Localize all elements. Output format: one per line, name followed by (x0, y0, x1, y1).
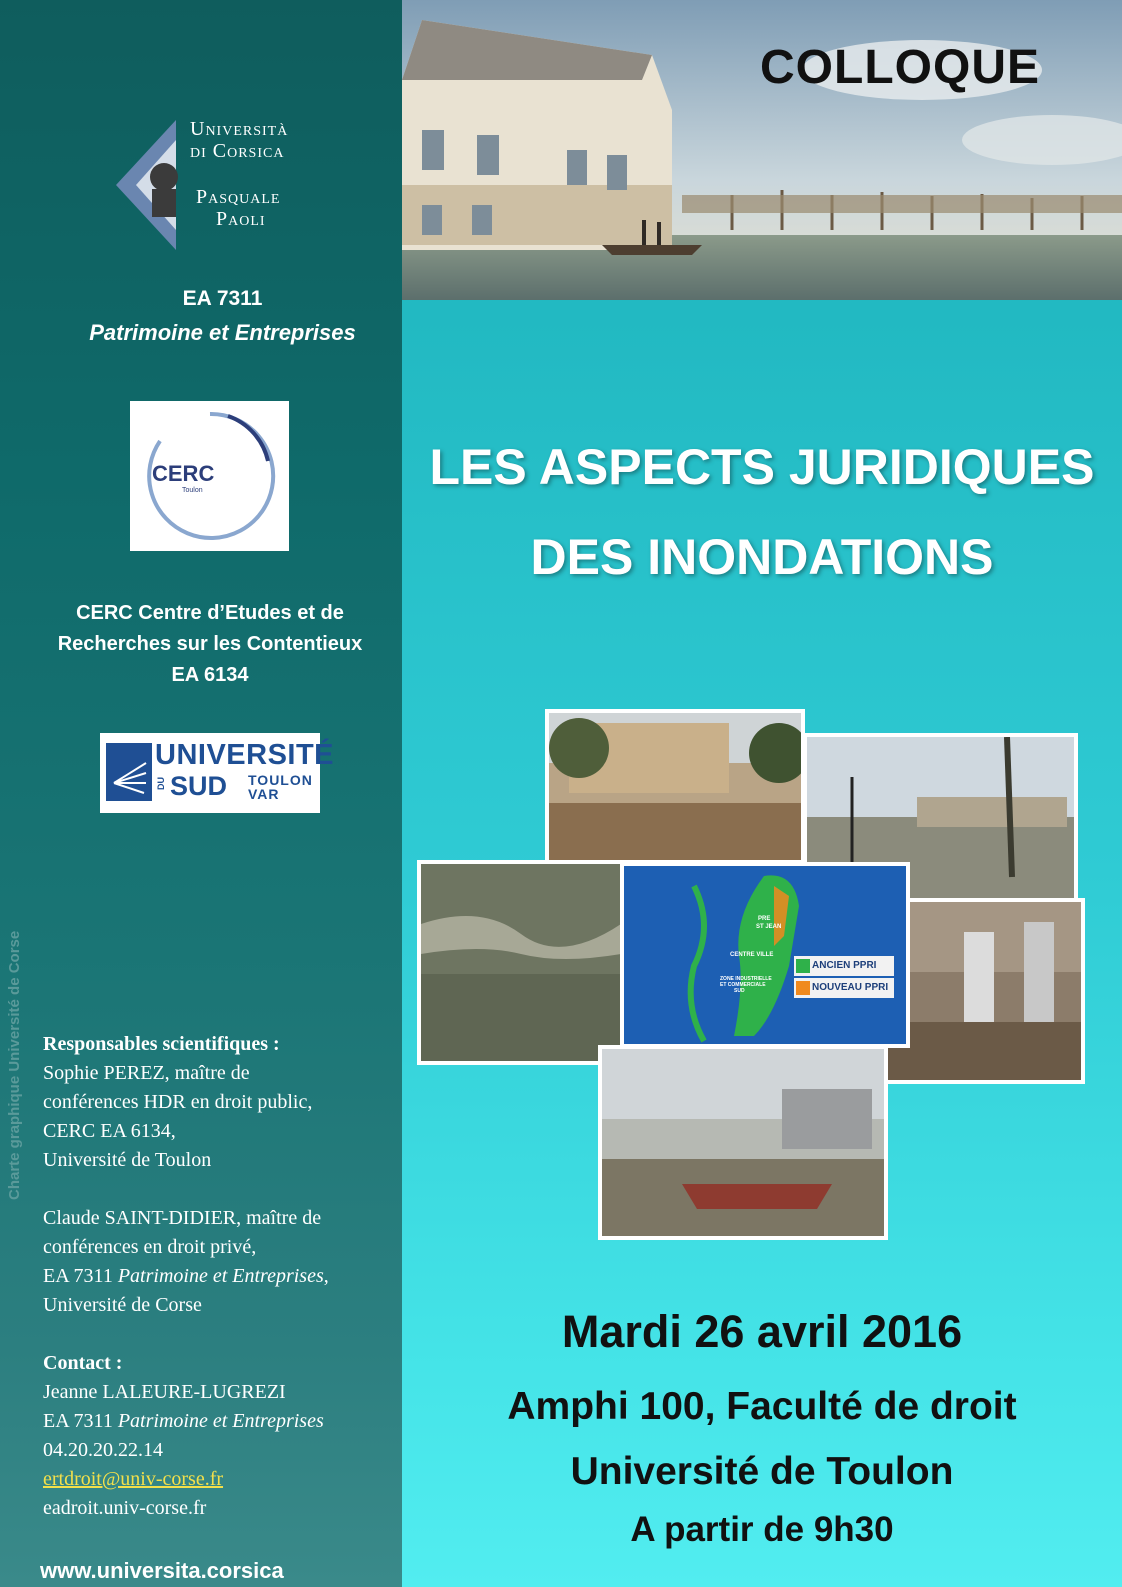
cerc-line: CERC Centre d’Etudes et de (76, 602, 344, 624)
resp2-ea-name: Patrimoine et Entreprises (117, 1265, 324, 1287)
map-label-zone: ET COMMERCIALE (720, 982, 766, 988)
map-label-centre: CENTRE VILLE (730, 952, 774, 958)
resp-line (43, 1262, 403, 1291)
cerc-description (0, 598, 420, 691)
resp2-ea: EA 7311 (43, 1265, 118, 1287)
contact-ea-code: EA 7311 (43, 1410, 118, 1432)
resp-line: Université de Toulon (43, 1149, 212, 1171)
contact-phone: 04.20.20.22.14 (43, 1439, 163, 1461)
cerc-logo (130, 401, 289, 551)
event-type-title: COLLOQUE (760, 41, 1040, 94)
contact-name: Jeanne LALEURE-LUGREZI (43, 1381, 286, 1403)
cerc-logo-text: CERC (152, 461, 215, 486)
main-title-line: DES INONDATIONS (530, 529, 994, 585)
usud-logo-du: DU (156, 777, 166, 790)
map-label-zone: SUD (734, 988, 745, 994)
usud-logo-sud: SUD (170, 771, 228, 801)
contact-ea-name: Patrimoine et Entreprises (117, 1410, 324, 1432)
map-label-pre: PRE (758, 916, 771, 922)
contact-heading: Contact : (43, 1352, 123, 1374)
aerial-flood-photo (417, 860, 625, 1065)
legend-ancien-ppri: ANCIEN PPRI (812, 960, 877, 971)
flood-street-photo (545, 709, 805, 864)
event-place: Amphi 100, Faculté de droit (507, 1385, 1017, 1428)
usud-logo-toulon: TOULON (248, 772, 313, 788)
universita-corsica-logo-text (190, 118, 288, 230)
resp-line: conférences HDR en droit public, (43, 1091, 313, 1113)
uc-logo-line: Paoli (216, 208, 266, 230)
usud-logo-var: VAR (248, 786, 280, 802)
map-label-zone: ZONE INDUSTRIELLE (720, 976, 772, 982)
resp-line: CERC EA 6134, (43, 1120, 176, 1142)
contact-email-link[interactable]: ertdroit@univ-corse.fr (43, 1468, 224, 1490)
uc-logo-line: Università (190, 118, 289, 140)
event-date: Mardi 26 avril 2016 (561, 1306, 963, 1357)
boat-rescue-photo (598, 1045, 888, 1240)
vertical-note: Charte graphique Université de Corse (6, 930, 23, 1200)
ea7311-name: Patrimoine et Entreprises (89, 320, 356, 345)
contact-ea (43, 1407, 403, 1436)
resp-line: Claude SAINT-DIDIER, maître de (43, 1207, 322, 1229)
uc-logo-line: Pasquale (196, 186, 281, 208)
legend-nouveau-ppri: NOUVEAU PPRI (812, 982, 889, 993)
ppri-map-image (620, 862, 910, 1048)
cerc-logo-sub: Toulon (182, 487, 203, 494)
usud-logo-big: UNIVERSITÉ (155, 739, 335, 771)
uc-logo-line: di Corsica (190, 140, 285, 162)
resp-line: Université de Corse (43, 1294, 202, 1316)
map-label-stjean: ST JEAN (756, 924, 782, 930)
event-time: A partir de 9h30 (630, 1510, 894, 1549)
main-title (402, 422, 1122, 602)
website-link[interactable]: www.universita.corsica (40, 1558, 284, 1583)
responsables-heading: Responsables scientifiques : (43, 1033, 280, 1055)
main-title-line: LES ASPECTS JURIDIQUES (429, 439, 1095, 495)
resp-line: conférences en droit privé, (43, 1236, 257, 1258)
universite-sud-toulon-var-logo (100, 733, 335, 813)
cerc-line: Recherches sur les Contentieux (57, 633, 363, 655)
cerc-line: EA 6134 (171, 664, 249, 686)
event-university: Université de Toulon (570, 1450, 954, 1493)
contact-web[interactable]: eadroit.univ-corse.fr (43, 1497, 207, 1519)
ea7311-label: EA 7311 (182, 287, 263, 310)
resp-line: Sophie PEREZ, maître de (43, 1062, 250, 1084)
contacts-block (43, 1030, 403, 1523)
resp2-comma: , (323, 1265, 329, 1287)
